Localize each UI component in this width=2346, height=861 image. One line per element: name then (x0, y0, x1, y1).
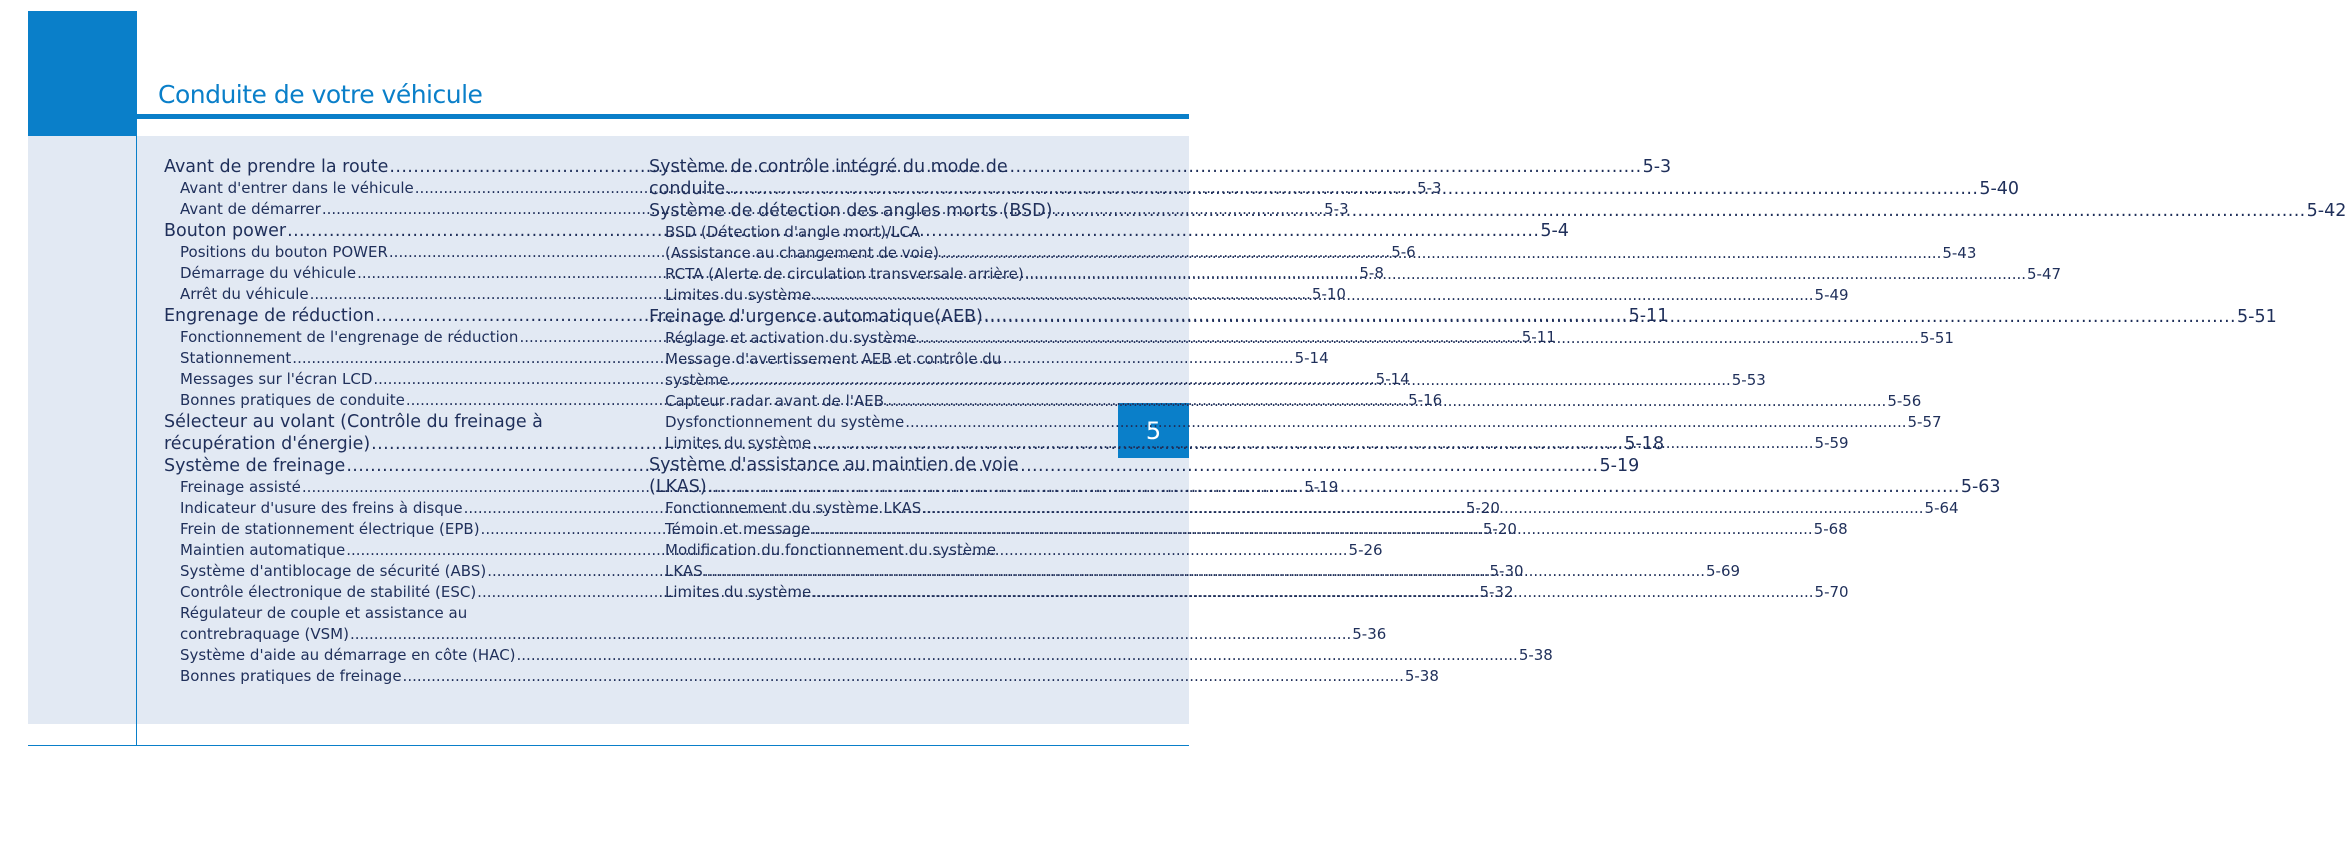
toc-page-number: 5-11 (1521, 328, 1556, 346)
toc-page-number: 5-19 (1599, 456, 1640, 476)
dot-leader (918, 328, 1919, 349)
toc-entry-title: Positions du bouton POWER (180, 243, 388, 261)
toc-page-number: 5-4 (1540, 221, 1569, 241)
toc-entry-title: Maintien automatique (180, 541, 346, 559)
toc-entry-title-line[interactable]: Modification du fonctionnement du système (665, 541, 996, 559)
toc-entry-title-line[interactable]: Système de contrôle intégré du mode de (649, 157, 1008, 177)
dot-leader (885, 391, 1886, 412)
toc-entry-title: Frein de stationnement électrique (EPB) (180, 520, 480, 538)
toc-page-number: 5-42 (2306, 201, 2346, 221)
toc-entry-title: Témoin et message (665, 520, 811, 538)
margin-line (136, 119, 137, 746)
toc-entry-title: Avant de démarrer (180, 200, 321, 218)
dot-leader (350, 624, 1351, 645)
toc-page-number: 5-19 (1304, 478, 1339, 496)
toc-entry-title: Avant d'entrer dans le véhicule (180, 179, 414, 197)
dot-leader (984, 306, 2236, 328)
toc-subsection-entry[interactable] (649, 412, 1942, 433)
toc-page-number: 5-16 (1408, 391, 1443, 409)
toc-page-number: 5-70 (1814, 583, 1849, 601)
toc-page-number: 5-3 (1324, 200, 1349, 218)
toc-page-number: 5-18 (1624, 434, 1665, 454)
toc-entry-title: Limites du système (665, 583, 812, 601)
toc-entry-title: conduite (649, 179, 726, 199)
toc-page-number: 5-68 (1813, 520, 1848, 538)
toc-entry-title: Démarrage du véhicule (180, 264, 357, 282)
toc-entry-title: Limites du système (665, 434, 812, 452)
toc-page-number: 5-32 (1479, 583, 1514, 601)
toc-page-number: 5-38 (1518, 646, 1553, 664)
toc-page-number: 5-8 (1359, 264, 1384, 282)
toc-page-number: 5-30 (1489, 562, 1524, 580)
toc-entry-title: (Assistance au changement de voie) (665, 244, 940, 262)
toc-entry-title: Bonnes pratiques de conduite (180, 391, 405, 409)
toc-entry-title: Fonctionnement de l'engrenage de réduction (180, 328, 519, 346)
toc-entry-title-line[interactable]: Message d'avertissement AEB et contrôle du (665, 350, 1002, 368)
dot-leader (940, 243, 1941, 264)
toc-page-number: 5-36 (1352, 625, 1387, 643)
toc-entry-title: Système d'aide au démarrage en côte (HAC) (180, 646, 516, 664)
dot-leader (517, 645, 1518, 666)
dot-leader (812, 582, 1813, 603)
toc-page-number: 5-40 (1979, 179, 2020, 199)
page-title: Conduite de votre véhicule (158, 80, 483, 109)
toc-page-number: 5-3 (1417, 179, 1442, 197)
toc-page-number: 5-20 (1465, 499, 1500, 517)
dot-leader (1053, 200, 2305, 222)
toc-page-number: 5-47 (2027, 265, 2062, 283)
toc-entry-title: (LKAS) (649, 477, 707, 497)
toc-page-number: 5-59 (1814, 434, 1849, 452)
toc-entry-title: Stationnement (180, 349, 292, 367)
dot-leader (812, 285, 1813, 306)
bottom-rule (28, 745, 1189, 746)
toc-entry-title: Système de freinage (164, 456, 346, 476)
dot-leader (726, 178, 1978, 200)
toc-page-number: 5-3 (1642, 157, 1672, 177)
toc-page-number: 5-69 (1706, 562, 1741, 580)
toc-entry-title: Bonnes pratiques de freinage (180, 667, 402, 685)
toc-page-number: 5-43 (1942, 244, 1977, 262)
toc-entry-title: LKAS (665, 562, 703, 580)
dot-leader (1025, 264, 2026, 285)
dot-leader (812, 433, 1813, 454)
dot-leader (729, 370, 1730, 391)
chapter-number-badge[interactable]: 5 (1118, 403, 1189, 458)
toc-page-number: 5-63 (1960, 477, 2001, 497)
toc-entry-title: Fonctionnement du système LKAS (665, 499, 922, 517)
toc-entry-title: Messages sur l'écran LCD (180, 370, 373, 388)
toc-page-number: 5-38 (1404, 667, 1439, 685)
toc-page-number: 5-26 (1348, 541, 1383, 559)
dot-leader (704, 561, 1705, 582)
toc-entry-title: RCTA (Alerte de circulation transversale arrière) (665, 265, 1024, 283)
toc-entry-title-line[interactable]: BSD (Détection d'angle mort)/LCA (665, 223, 921, 241)
toc-entry-title: Limites du système (665, 286, 812, 304)
toc-entry-title: Avant de prendre la route (164, 157, 389, 177)
toc-entry-title-line[interactable]: Régulateur de couple et assistance au (180, 604, 468, 622)
toc-entry-title: Capteur radar avant de l'AEB (665, 392, 885, 410)
toc-page-number: 5-51 (2237, 307, 2277, 327)
toc-entry-title: Réglage et activation du système (665, 329, 917, 347)
toc-page-number: 5-51 (1919, 329, 1954, 347)
toc-entry-title: récupération d'énergie) (164, 434, 371, 454)
toc-entry-title: Système d'antiblocage de sécurité (ABS) (180, 562, 487, 580)
toc-subsection-entry[interactable] (164, 624, 1387, 645)
toc-page-number: 5-10 (1311, 285, 1346, 303)
toc-page-number: 5-49 (1814, 286, 1849, 304)
dot-leader (403, 666, 1404, 687)
toc-page-number: 5-6 (1391, 243, 1416, 261)
toc-entry-title: Bouton power (164, 221, 287, 241)
toc-entry-title: Dysfonctionnement du système (665, 413, 905, 431)
toc-page-number: 5-14 (1294, 349, 1329, 367)
chapter-tab-block (28, 11, 137, 136)
toc-entry-title: Freinage assisté (180, 478, 301, 496)
title-rule (137, 114, 1189, 119)
toc-page-number: 5-57 (1907, 413, 1942, 431)
toc-page-number: 5-56 (1887, 392, 1922, 410)
toc-entry-title-line[interactable]: Sélecteur au volant (Contrôle du freinage à (164, 412, 543, 432)
toc-subsection-entry[interactable] (164, 666, 1439, 687)
toc-entry-title: Engrenage de réduction (164, 306, 375, 326)
toc-entry-title: Système de détection des angles morts (BSD) (649, 201, 1053, 221)
toc-page-number: 5-11 (1628, 306, 1669, 326)
dot-leader (905, 412, 1906, 433)
toc-entry-title: Arrêt du véhicule (180, 285, 309, 303)
dot-leader (811, 519, 1812, 540)
toc-page-number: 5-53 (1731, 371, 1766, 389)
toc-page-number: 5-14 (1375, 370, 1410, 388)
toc-entry-title: système (665, 371, 729, 389)
dot-leader (922, 498, 1923, 519)
toc-entry-title: contrebraquage (VSM) (180, 625, 349, 643)
toc-page-number: 5-20 (1482, 520, 1517, 538)
toc-entry-title-line[interactable]: Système d'assistance au maintien de voie (649, 455, 1019, 475)
toc-subsection-entry[interactable] (164, 645, 1553, 666)
toc-entry-title: Contrôle électronique de stabilité (ESC) (180, 583, 477, 601)
toc-entry-title: Freinage d'urgence automatique(AEB) (649, 307, 983, 327)
dot-leader (708, 476, 1960, 498)
toc-page-number: 5-64 (1924, 499, 1959, 517)
toc-entry-title: Indicateur d'usure des freins à disque (180, 499, 463, 517)
